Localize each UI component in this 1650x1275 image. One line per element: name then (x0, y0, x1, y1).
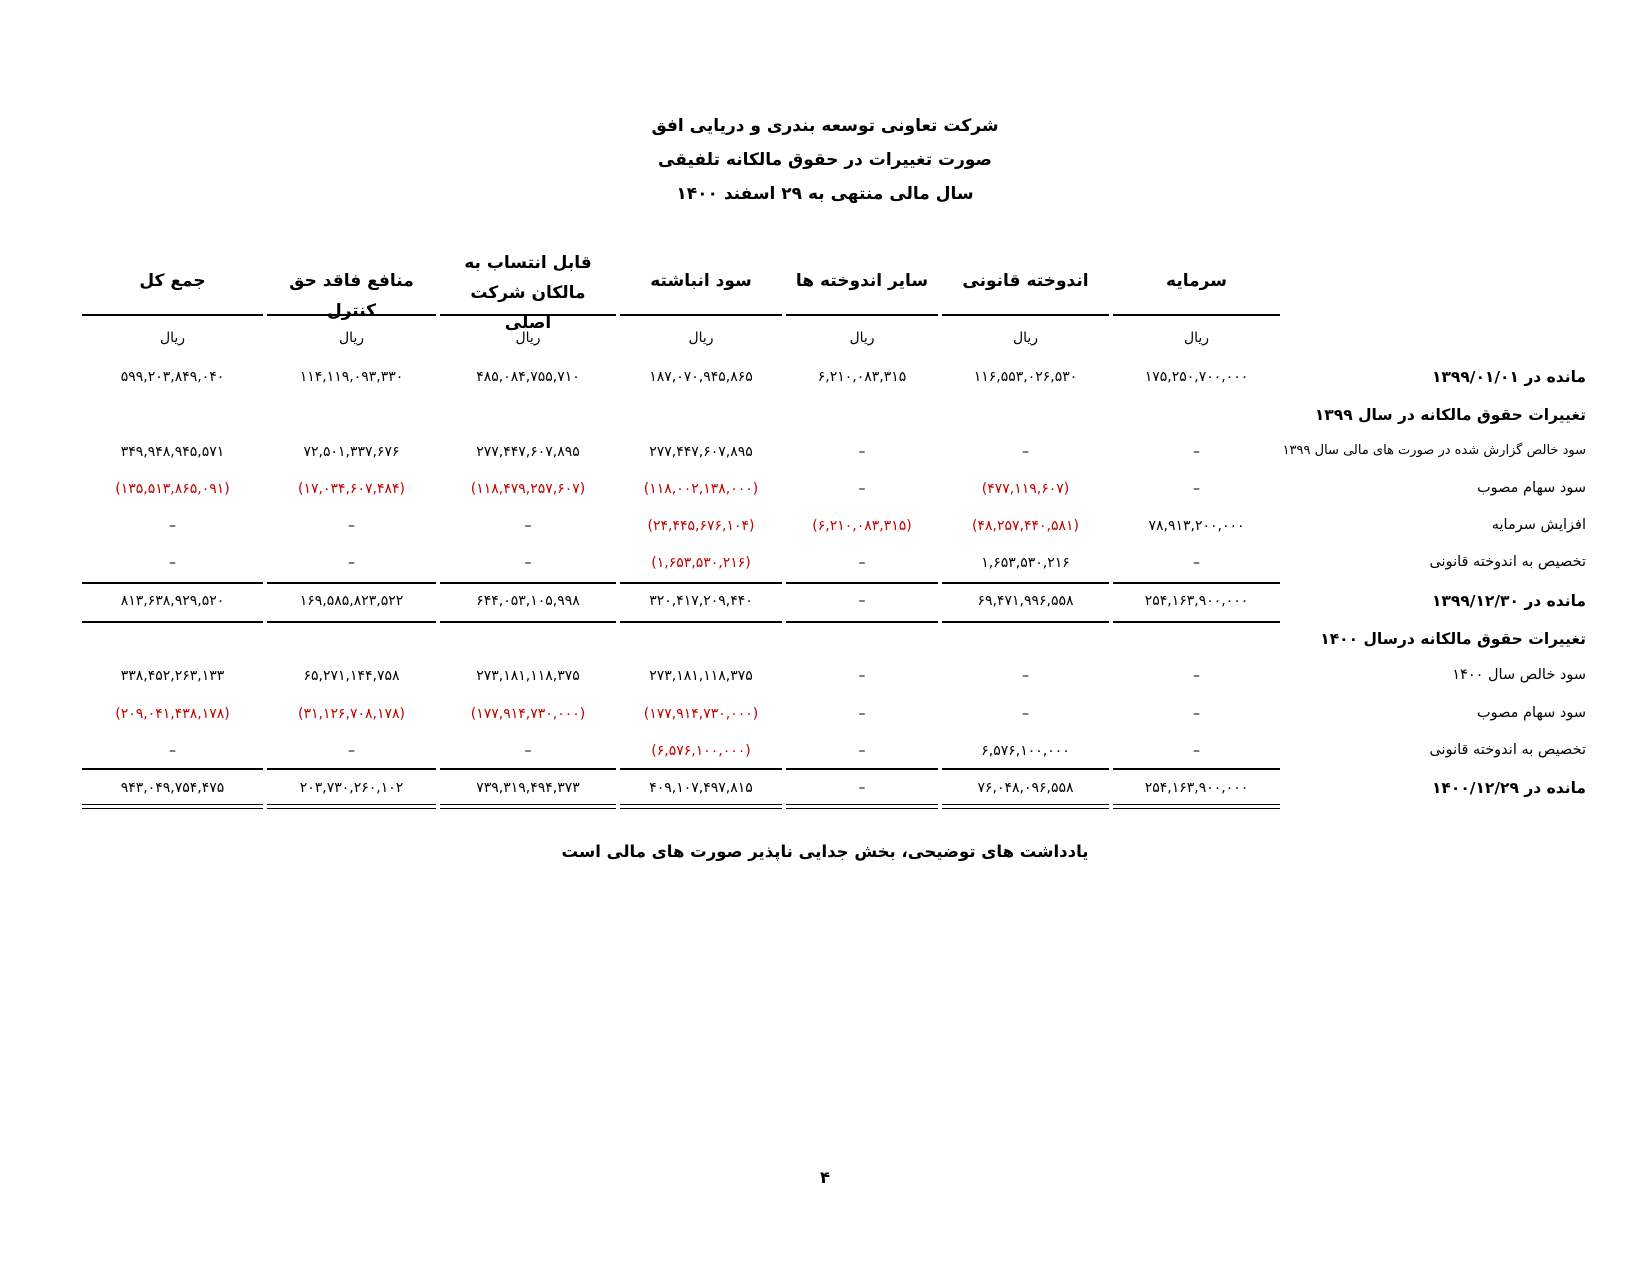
table-cell: ۲۵۴,۱۶۳,۹۰۰,۰۰۰ (1144, 780, 1249, 796)
subtotal-rule (942, 621, 1109, 623)
page-number: ۴ (819, 1168, 831, 1187)
row-label: تغییرات حقوق مالکانه در سال ۱۳۹۹ (1314, 406, 1586, 424)
table-cell: ۱۱۶,۵۵۳,۰۲۶,۵۳۰ (973, 369, 1078, 385)
table-cell: (۱۷۷,۹۱۴,۷۳۰,۰۰۰) (643, 706, 759, 722)
column-header-1: سرمایه (1166, 271, 1227, 291)
table-cell: (۱۷,۰۳۴,۶۰۷,۴۸۴) (297, 481, 405, 497)
double-total-rule (82, 804, 263, 809)
table-cell: – (169, 743, 176, 759)
table-cell: – (858, 593, 866, 609)
row-label: تخصیص به اندوخته قانونی (1429, 554, 1586, 570)
statement-title: صورت تغییرات در حقوق مالکانه تلفیقی (658, 150, 992, 170)
subtotal-rule (82, 582, 263, 584)
table-cell: ۱۱۴,۱۱۹,۰۹۳,۳۳۰ (299, 369, 404, 385)
table-cell: ۲۷۷,۴۴۷,۶۰۷,۸۹۵ (649, 444, 753, 460)
table-cell: ۲۷۳,۱۸۱,۱۱۸,۳۷۵ (476, 668, 580, 684)
table-cell: – (348, 518, 355, 534)
table-cell: (۴۷۷,۱۱۹,۶۰۷) (981, 481, 1070, 497)
table-cell: – (858, 780, 866, 796)
row-label: افزایش سرمایه (1491, 517, 1586, 533)
subtotal-rule (620, 621, 782, 623)
table-cell: (۶,۲۱۰,۰۸۳,۳۱۵) (812, 518, 912, 534)
table-cell: (۱۳۵,۵۱۳,۸۶۵,۰۹۱) (115, 481, 230, 497)
table-cell: – (1193, 706, 1200, 722)
unit-label: ریال (515, 330, 541, 346)
double-total-rule (620, 804, 782, 809)
table-cell: – (1022, 444, 1029, 460)
row-label: مانده در ۱۳۹۹/۱۲/۳۰ (1431, 592, 1586, 610)
subtotal-rule (620, 582, 782, 584)
table-cell: ۶۵,۲۷۱,۱۴۴,۷۵۸ (303, 668, 400, 684)
row-label: تخصیص به اندوخته قانونی (1429, 742, 1586, 758)
subtotal-rule (786, 768, 938, 770)
row-label: سود سهام مصوب (1476, 480, 1586, 496)
table-cell: ۱,۶۵۳,۵۳۰,۲۱۶ (981, 555, 1070, 571)
table-cell: ۸۱۳,۶۳۸,۹۲۹,۵۲۰ (120, 593, 225, 609)
table-cell: ۵۹۹,۲۰۳,۸۴۹,۰۴۰ (120, 369, 225, 385)
subtotal-rule (1113, 621, 1280, 623)
table-cell: ۷۲,۵۰۱,۳۳۷,۶۷۶ (303, 444, 400, 460)
table-cell: – (858, 555, 866, 571)
column-header-7: جمع کل (139, 271, 206, 291)
table-cell: – (348, 555, 355, 571)
double-total-rule (942, 804, 1109, 809)
table-cell: ۶,۲۱۰,۰۸۳,۳۱۵ (817, 369, 907, 385)
table-cell: ۳۳۸,۴۵۲,۲۶۳,۱۳۳ (120, 668, 225, 684)
table-cell: ۲۵۴,۱۶۳,۹۰۰,۰۰۰ (1144, 593, 1249, 609)
table-cell: (۲۰۹,۰۴۱,۴۳۸,۱۷۸) (115, 706, 230, 722)
column-header-5: قابل انتساب به مالکان شرکت اصلی (464, 253, 592, 333)
table-cell: – (858, 706, 866, 722)
table-cell: (۱۷۷,۹۱۴,۷۳۰,۰۰۰) (470, 706, 586, 722)
table-cell: ۶۹,۴۷۱,۹۹۶,۵۵۸ (977, 593, 1074, 609)
unit-label: ریال (1012, 330, 1039, 346)
column-header-rule (942, 314, 1109, 316)
subtotal-rule (942, 582, 1109, 584)
period-title: سال مالی منتهی به ۲۹ اسفند ۱۴۰۰ (676, 184, 974, 204)
table-cell: – (348, 743, 355, 759)
table-cell: – (524, 743, 532, 759)
table-cell: ۳۴۹,۹۴۸,۹۴۵,۵۷۱ (120, 444, 225, 460)
column-header-rule (82, 314, 263, 316)
table-cell: ۲۷۷,۴۴۷,۶۰۷,۸۹۵ (476, 444, 580, 460)
row-label: مانده در ۱۳۹۹/۰۱/۰۱ (1431, 368, 1586, 386)
subtotal-rule (267, 768, 436, 770)
table-cell: ۳۲۰,۴۱۷,۲۰۹,۴۴۰ (649, 593, 753, 609)
table-cell: ۲۰۳,۷۳۰,۲۶۰,۱۰۲ (299, 780, 404, 796)
column-header-rule (1113, 314, 1280, 316)
unit-label: ریال (159, 330, 186, 346)
unit-label: ریال (688, 330, 714, 346)
column-header-2: اندوخته قانونی (962, 271, 1089, 291)
table-cell: (۴۸,۲۵۷,۴۴۰,۵۸۱) (971, 518, 1079, 534)
row-label: مانده در ۱۴۰۰/۱۲/۲۹ (1431, 779, 1586, 797)
double-total-rule (267, 804, 436, 809)
subtotal-rule (786, 582, 938, 584)
company-name: شرکت تعاونی توسعه بندری و دریایی افق (651, 116, 999, 136)
table-cell: ۱۷۵,۲۵۰,۷۰۰,۰۰۰ (1144, 369, 1249, 385)
column-header-6: منافع فاقد حق کنترل (289, 271, 414, 321)
table-cell: (۱۱۸,۰۰۲,۱۳۸,۰۰۰) (643, 481, 759, 497)
table-cell: – (1193, 444, 1200, 460)
table-cell: ۷۳۹,۳۱۹,۴۹۴,۳۷۳ (476, 780, 580, 796)
double-total-rule (786, 804, 938, 809)
table-cell: – (1193, 555, 1200, 571)
table-cell: ۶,۵۷۶,۱۰۰,۰۰۰ (981, 743, 1070, 759)
row-label: سود خالص گزارش شده در صورت های مالی سال ۱۳۹۹ (1282, 443, 1586, 458)
table-cell: ۷۶,۰۴۸,۰۹۶,۵۵۸ (977, 780, 1074, 796)
table-cell: – (858, 481, 866, 497)
table-cell: ۱۶۹,۵۸۵,۸۲۳,۵۲۲ (299, 593, 404, 609)
subtotal-rule (82, 621, 263, 623)
table-cell: – (169, 518, 176, 534)
column-header-4: سود انباشته (650, 271, 752, 291)
subtotal-rule (1113, 768, 1280, 770)
explanatory-note: یادداشت های توضیحی، بخش جدایی ناپذیر صورت های مالی است (561, 842, 1089, 861)
table-cell: – (169, 555, 176, 571)
table-cell: ۴۰۹,۱۰۷,۴۹۷,۸۱۵ (649, 780, 753, 796)
table-cell: (۶,۵۷۶,۱۰۰,۰۰۰) (651, 743, 751, 759)
row-label: تغییرات حقوق مالکانه درسال ۱۴۰۰ (1320, 630, 1586, 648)
subtotal-rule (440, 621, 616, 623)
subtotal-rule (82, 768, 263, 770)
table-cell: (۲۴,۴۴۵,۶۷۶,۱۰۴) (647, 518, 755, 534)
double-total-rule (1113, 804, 1280, 809)
unit-label: ریال (849, 330, 875, 346)
table-cell: ۷۸,۹۱۳,۲۰۰,۰۰۰ (1148, 518, 1245, 534)
column-header-rule (440, 314, 616, 316)
subtotal-rule (620, 768, 782, 770)
column-header-3: سایر اندوخته ها (795, 271, 929, 291)
subtotal-rule (267, 582, 436, 584)
table-cell: ۴۸۵,۰۸۴,۷۵۵,۷۱۰ (476, 369, 580, 385)
subtotal-rule (440, 768, 616, 770)
double-total-rule (440, 804, 616, 809)
table-cell: ۲۷۳,۱۸۱,۱۱۸,۳۷۵ (649, 668, 753, 684)
table-cell: – (858, 444, 866, 460)
subtotal-rule (942, 768, 1109, 770)
table-cell: (۱۱۸,۴۷۹,۲۵۷,۶۰۷) (470, 481, 586, 497)
subtotal-rule (440, 582, 616, 584)
table-cell: ۱۸۷,۰۷۰,۹۴۵,۸۶۵ (649, 369, 753, 385)
column-header-rule (267, 314, 436, 316)
row-label: سود سهام مصوب (1476, 705, 1586, 721)
table-cell: – (1193, 743, 1200, 759)
table-cell: – (524, 518, 532, 534)
table-cell: (۳۱,۱۲۶,۷۰۸,۱۷۸) (297, 706, 405, 722)
table-cell: – (1193, 481, 1200, 497)
table-cell: – (858, 743, 866, 759)
subtotal-rule (786, 621, 938, 623)
table-cell: – (524, 555, 532, 571)
table-cell: ۹۴۳,۰۴۹,۷۵۴,۴۷۵ (120, 780, 225, 796)
table-cell: ۶۴۴,۰۵۳,۱۰۵,۹۹۸ (476, 593, 580, 609)
table-cell: (۱,۶۵۳,۵۳۰,۲۱۶) (651, 555, 751, 571)
table-cell: – (858, 668, 866, 684)
column-header-rule (620, 314, 782, 316)
column-header-rule (786, 314, 938, 316)
subtotal-rule (1113, 582, 1280, 584)
unit-label: ریال (338, 330, 365, 346)
table-cell: – (1193, 668, 1200, 684)
unit-label: ریال (1183, 330, 1210, 346)
subtotal-rule (267, 621, 436, 623)
row-label: سود خالص سال ۱۴۰۰ (1452, 667, 1586, 683)
table-cell: – (1022, 706, 1029, 722)
table-cell: – (1022, 668, 1029, 684)
